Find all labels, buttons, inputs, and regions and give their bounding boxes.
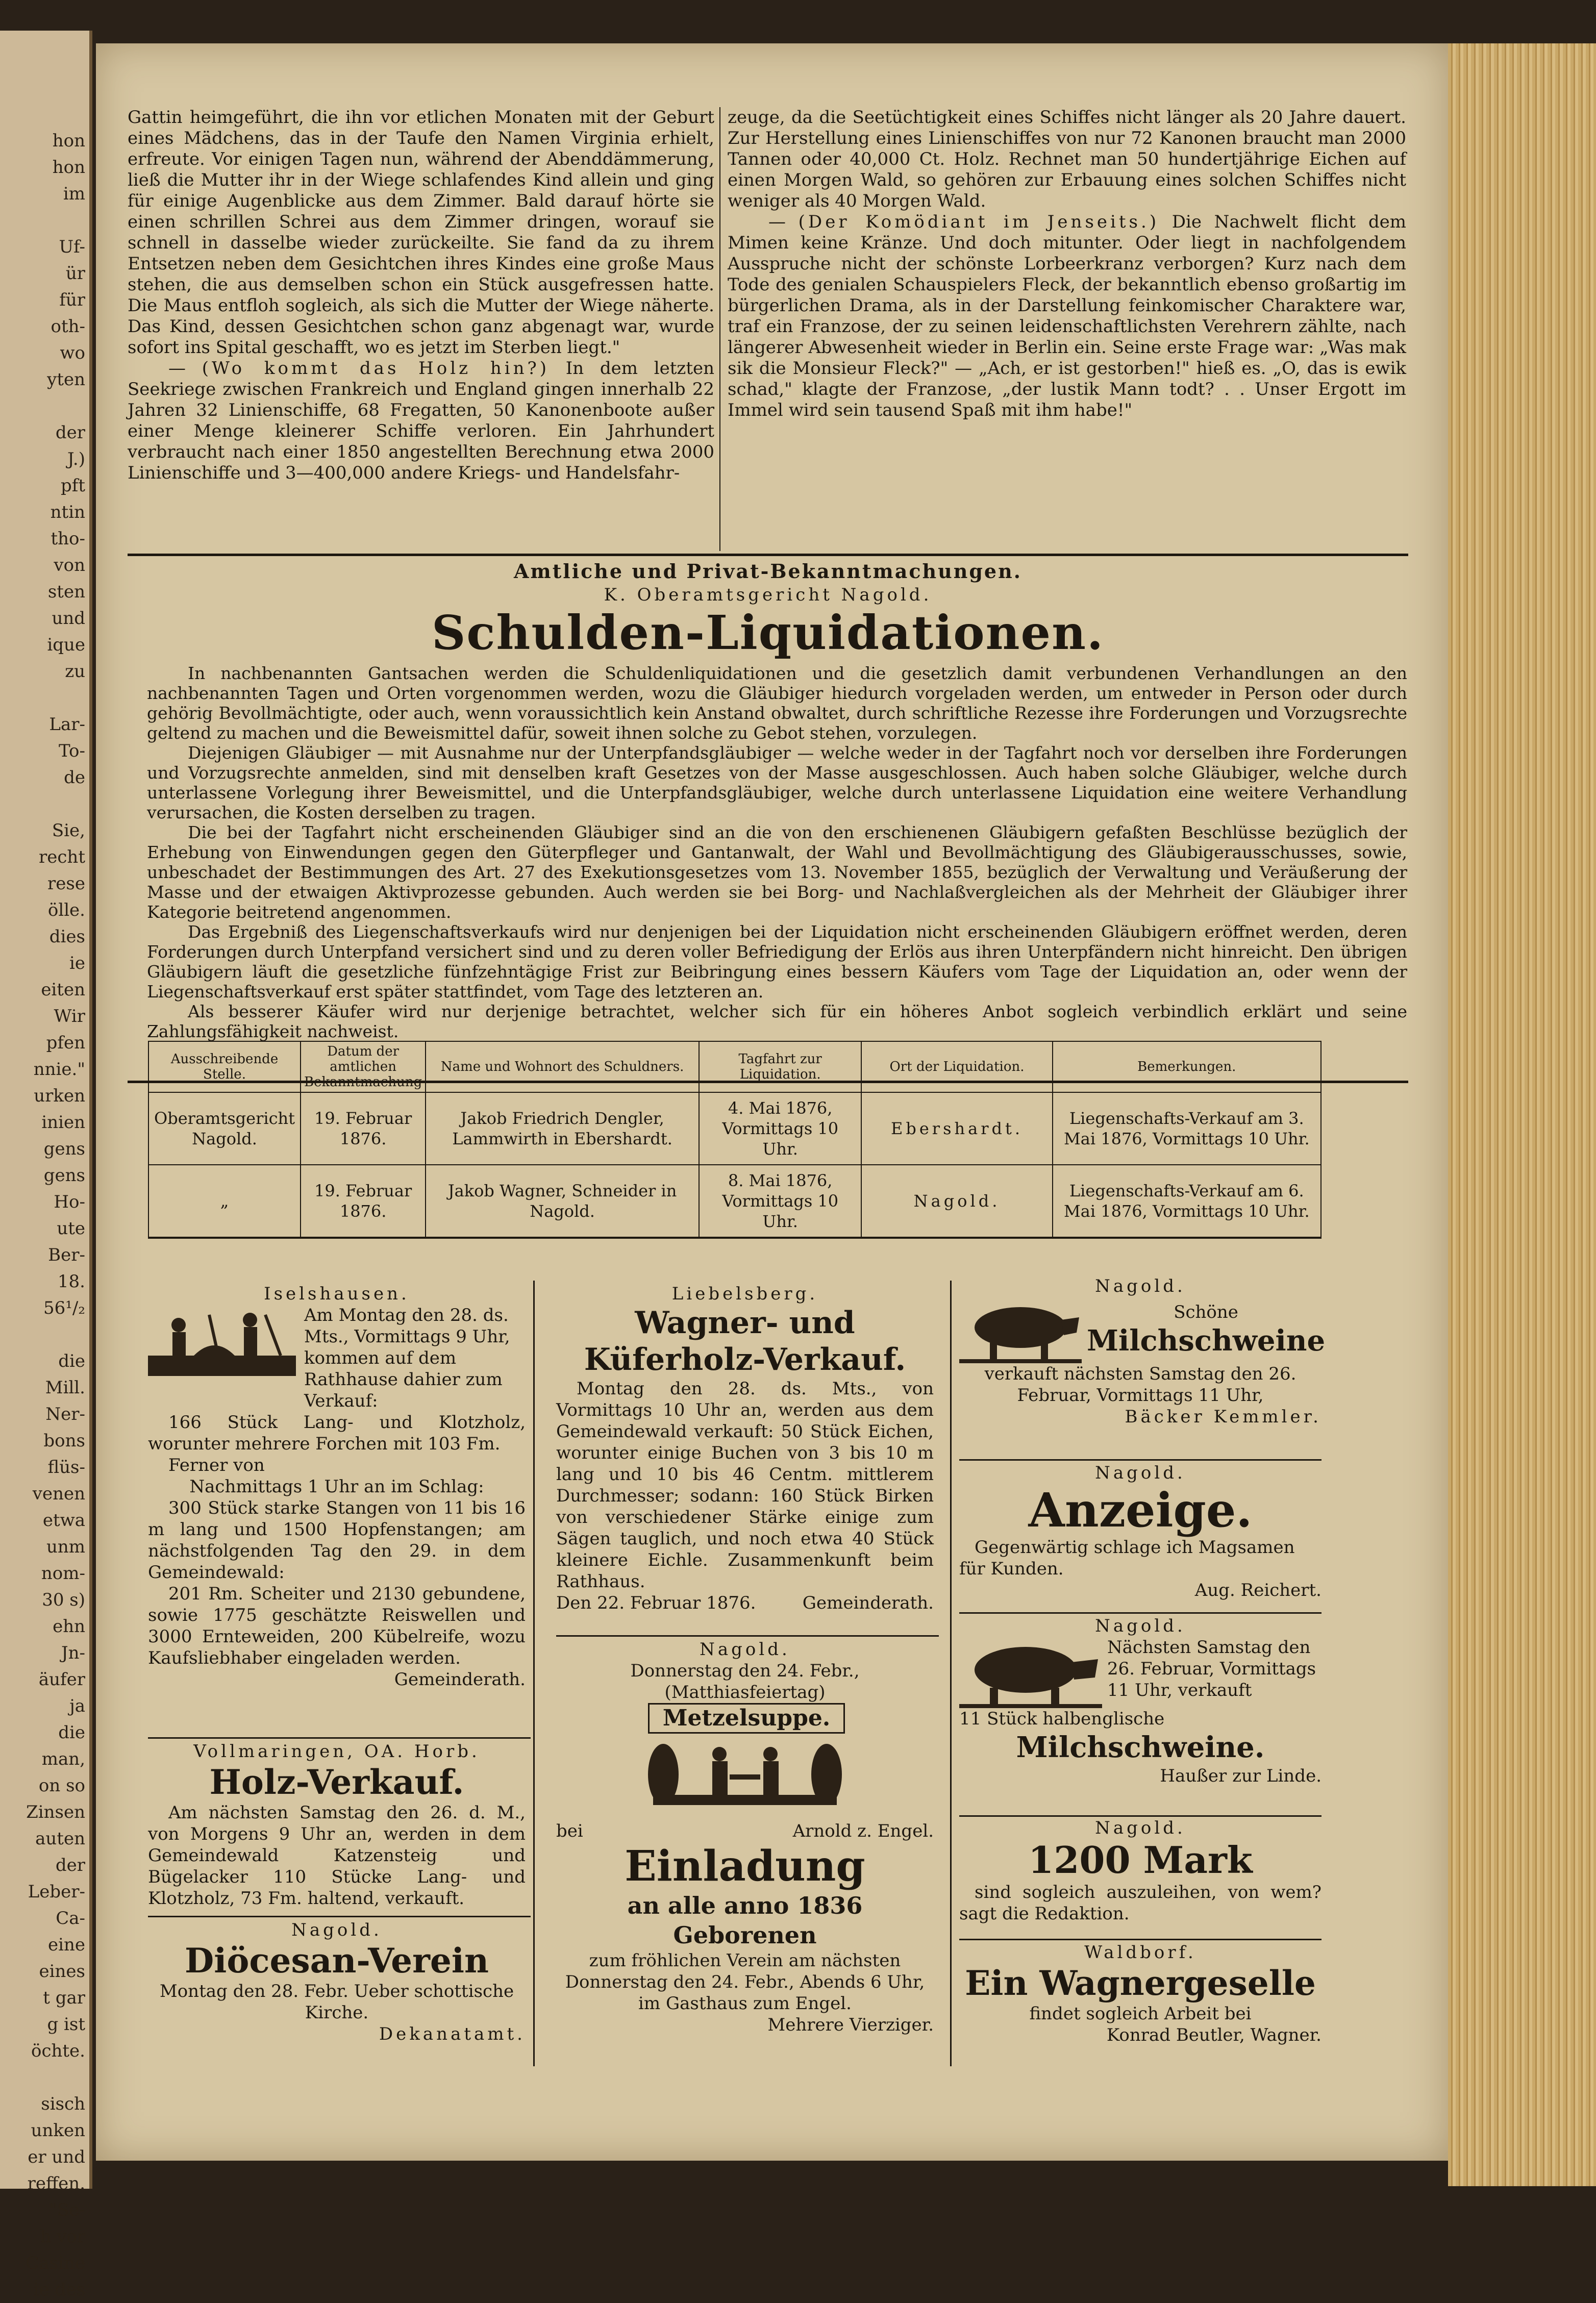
left-margin-fragment: zu: [65, 661, 85, 682]
table-header: Ausschreibende Stelle.: [148, 1041, 301, 1092]
left-margin-fragment: und: [52, 608, 85, 629]
left-margin-fragment: wo: [60, 343, 85, 363]
ad-1200-mark: [959, 1817, 1321, 1924]
left-margin-fragment: gens: [43, 1165, 85, 1186]
ad-signature: Konrad Beutler, Wagner.: [1106, 2025, 1321, 2045]
table-cell: Liegenschafts-Verkauf am 6. Mai 1876, Vormittags 10 Uhr.: [1053, 1165, 1321, 1238]
ad-rule: [959, 1459, 1321, 1461]
left-margin-fragment: der: [55, 1855, 85, 1875]
ad-signature: Dekanatamt.: [379, 2024, 526, 2044]
ad-date: Donnerstag den 24. Febr.,: [630, 1661, 860, 1681]
left-margin-fragment: man,: [41, 1749, 85, 1769]
left-margin-fragment: nom-: [41, 1563, 85, 1584]
left-margin-fragment: Uf-: [59, 237, 85, 257]
ad-metzelsuppe: [556, 1639, 934, 2036]
left-margin-fragment: Jn-: [61, 1643, 85, 1663]
left-margin-fragment: de: [64, 767, 85, 788]
left-margin-fragment: eines: [39, 1961, 85, 1982]
left-margin-fragment: Ca-: [56, 1908, 85, 1929]
table-header: Datum der amtlichen Bekanntmachung: [301, 1041, 426, 1092]
left-margin-fragment: für: [59, 290, 85, 310]
holz-heading: (Wo kommt das Holz hin?): [202, 358, 550, 379]
table-cell: Oberamtsgericht Nagold.: [148, 1092, 301, 1165]
book-page-edge: [1448, 43, 1596, 2186]
left-margin-fragment: hon: [52, 131, 85, 151]
left-margin-fragment: Lar-: [49, 714, 85, 735]
left-margin-fragment: 18.: [57, 1271, 85, 1292]
left-margin-fragment: ntin: [50, 502, 85, 522]
left-margin-fragment: die: [58, 1722, 85, 1743]
left-margin-fragment: pfen: [46, 1033, 85, 1053]
left-margin-fragment: pft: [60, 475, 85, 496]
court-name: K. Oberamtsgericht Nagold.: [604, 585, 932, 605]
ad-text: Montag den 28. ds. Mts., von Vormittags 10 Uhr an, werden aus dem Gemeindewald verkauft: 50 Stück Eichen, worunter einige Buchen von 3 bis 10 m lang und 10 bis 46 Centm. mittlerem Durchmesser; sodann: 160 Stück Birken von verschiedener Stärke einige zum Sägen tauglich, und noch etwa 40 Stück kleinere Eichle. Zusammenkunft beim Rathhaus.: [556, 1379, 934, 1592]
section-rule: [128, 554, 1408, 556]
ad-place: Vollmaringen, OA. Horb.: [193, 1741, 480, 1762]
liquidation-text: [147, 663, 1407, 1041]
left-margin-fragment: Sie,: [52, 820, 85, 841]
liquidation-paragraph: In nachbenannten Gantsachen werden die Schuldenliquidationen und die gesetzlich damit verbundenen Verhandlungen an den nachbenannten Tagen und Orten vorgenommen werden, wozu die Gläubiger hiedurch vorgeladen werden, um entweder in Person oder durch gehörig Bevollmächtigte, oder auch, wenn voraussichtlich kein Anstand obwaltet, durch schriftliche Rezesse ihre Forderungen und Vorzugsrechte geltend zu machen und die Beweismittel dafür, soweit ihnen solche zu Gebot stehen, vorzulegen.: [147, 663, 1407, 743]
ad-place: Iselshausen.: [264, 1284, 410, 1304]
farmers-woodcut-icon: [148, 1305, 296, 1381]
table-row: [148, 1165, 1321, 1238]
left-margin-fragment: [4, 2064, 85, 2091]
left-margin-fragment: reffen.: [27, 2173, 85, 2194]
ad-column-divider: [533, 1281, 535, 2066]
liquidation-paragraph: Als besserer Käufer wird nur derjenige betrachtet, welcher sich für ein höheres Anbot sogleich verbindlich erklärt und seine Zahlungsfähigkeit nachweist.: [147, 1002, 1407, 1041]
left-margin-fragment: Casine: [26, 2253, 85, 2273]
left-margin-fragment: To-: [59, 741, 85, 761]
ad-signature: Bäcker Kemmler.: [1125, 1407, 1321, 1427]
ad-text: Nächsten Samstag den 26. Februar, Vormittags 11 Uhr, verkauft: [1107, 1637, 1316, 1700]
left-margin-fragment: h vor: [40, 2226, 85, 2247]
komoediant-heading: (Der Komödiant im Jenseits.): [798, 212, 1160, 232]
ad-rule: [148, 1916, 531, 1917]
left-margin-fragment: [4, 791, 85, 817]
ad-rule: [148, 1737, 531, 1739]
top-left-text: Gattin heimgeführt, die ihn vor etlichen Monaten mit der Geburt eines Mädchens, das in der Taufe den Namen Virginia erhielt, erfreute. Vor einigen Tagen nun, während der Abenddämmerung, ließ die Mutter ihr in der Wiege schlafendes Kind allein und ging für einige Augenblicke aus dem Zimmer. Bald darauf hörte sie einen schrillen Schrei aus dem Zimmer dringen, worauf sie schnell in dasselbe wieder zurückeilte. Sie fand da zu ihrem Entsetzen neben dem Gesichtchen ihres Kindes eine große Maus stehen, die aus demselben schon ein Stück ausgefressen hatte. Die Maus entfloh sogleich, als sich die Mutter der Wiege näherte. Das Kind, dessen Gesichtchen schon ganz abgenagt war, wurde sofort ins Spital geschafft, wo es jetzt im Sterben liegt.": [128, 107, 714, 358]
left-margin-fragment: eine: [47, 1935, 85, 1955]
ad-text: Montag den 28. Febr. Ueber schottische Kirche.: [159, 1981, 514, 2023]
ad-items: 166 Stück Lang- und Klotzholz, worunter mehrere Forchen mit 103 Fm.: [148, 1412, 526, 1454]
table-cell: Jakob Friedrich Dengler, Lammwirth in Ebershardt.: [426, 1092, 699, 1165]
table-cell: 4. Mai 1876, Vormittags 10 Uhr.: [699, 1092, 862, 1165]
holz-text: In dem letzten Seekriege zwischen Frankreich und England gingen innerhalb 22 Jahren 32 Linienschiffe, 68 Fregatten, 50 Kanonenboote außer einer Menge kleinerer Schiffe verloren. Ein Jahrhundert verbraucht nach einer 1850 angestellten Berechnung etwa 2000 Linienschiffe und 3—400,000 andere Kriegs- und Handelsfahr-: [128, 358, 715, 483]
left-margin-fragment: ute: [57, 1218, 85, 1239]
left-margin-fragment: [4, 1321, 85, 1348]
ad-title: Milchschweine.: [1016, 1731, 1265, 1764]
pig-woodcut-icon: [959, 1637, 1102, 1708]
liquidation-title: Schulden-Liquidationen.: [431, 605, 1104, 660]
ad-rule: [959, 1939, 1321, 1940]
liquidation-paragraph: Die bei der Tagfahrt nicht erscheinenden Gläubiger sind an die von den erschienenen Gläubigern gefaßten Beschlüsse bezüglich der Erhebung von Einwendungen gegen den Güterpfleger und Gantanwalt, der Wahl und Bevollmächtigung des Gläubigerausschusses, sowie, unbeschadet der Bestimmungen des Art. 27 des Exekutionsgesetzes vom 13. November 1855, bezüglich der Verwaltung und Veräußerung der Masse und der etwaigen Aktivprozesse gebunden. Auch werden sie bei Borg- und Nachlaßvergleichen als der Mehrheit der Gläubiger ihrer Kategorie beitretend angenommen.: [147, 822, 1407, 922]
left-margin-fragment: ehn: [53, 1616, 85, 1637]
left-margin-fragment: Mill.: [45, 1378, 85, 1398]
ad-feiertag: (Matthiasfeiertag): [664, 1682, 826, 1703]
left-margin-fragment: inien: [41, 1112, 85, 1133]
ad-place: Nagold.: [291, 1920, 382, 1940]
ad-title: Ein Wagnergeselle: [965, 1963, 1316, 2003]
ad-anzeige: [959, 1462, 1321, 1601]
left-margin-fragment: Ho-: [54, 1192, 85, 1212]
ad-dioecesan-verein: [148, 1919, 526, 2045]
left-margin-fragment: sisch: [41, 2094, 85, 2114]
ad-place: Nagold.: [700, 1639, 790, 1660]
liquidation-paragraph: Das Ergebniß des Liegenschaftsverkaufs wird nur denjenigen bei der Liquidation nicht erscheinenden Gläubigern eröffnet werden, deren Forderungen durch Unterpfand versichert sind und zu deren voller Befriedigung der Erlös aus ihren Unterpfändern nicht hinreicht. Den übrigen Gläubigern läuft die gesetzliche fünfzehntägige Frist zur Beibringung eines bessern Käufers vom Tage der Liquidation an, oder wenn der Liegenschaftsverkauf erst später stattfindet, vom Tage des letzteren an.: [147, 922, 1407, 1002]
top-left-column: Gattin heimgeführt, die ihn vor etlichen Monaten mit der Geburt eines Mädchens, das in der Taufe den Namen Virginia erhielt, erfreute. Vor einigen Tagen nun, während der Abenddämmerung, ließ die Mutter ihr in der Wiege schlafendes Kind allein und ging für einige Augenblicke aus dem Zimmer. Bald darauf hörte sie einen schrillen Schrei aus dem Zimmer dringen, worauf sie schnell in dasselbe wieder zurückeilte. Sie fand da zu ihrem Entsetzen neben dem Gesichtchen ihres Kindes eine große Maus stehen, die aus demselben schon ein Stück ausgefressen hatte. Die Maus entfloh sogleich, als sich die Mutter der Wiege näherte. Das Kind, dessen Gesichtchen schon ganz abgenagt war, wurde sofort ins Spital geschafft, wo es jetzt im Sterben liegt." — (Wo kommt das Holz hin?) In dem letzten Seekriege zwischen Frankreich und England gingen innerhalb 22 Jahren 32 Linienschiffe, 68 Fregatten, 50 Kanonenboote außer einer Menge kleinerer Schiffe verloren. Ein Jahrhundert verbraucht nach einer 1850 angestellten Berechnung etwa 2000 Linienschiffe und 3—400,000 andere Kriegs- und Handelsfahr-: [128, 107, 715, 483]
left-margin-fragment: bons: [43, 1431, 85, 1451]
ad-text: Gegenwärtig schlage ich Magsamen für Kunden.: [959, 1537, 1295, 1579]
ad-place: Waldborf.: [1084, 1942, 1196, 1963]
top-right-column: zeuge, da die Seetüchtigkeit eines Schiffes nicht länger als 20 Jahre dauert. Zur Herstellung eines Linienschiffes von nur 72 Kanonen braucht man 2000 Tannen oder 40,000 Ct. Holz. Rechnet man 50 hundertjährige Eichen auf einen Morgen Wald, so gehören zur Erbauung eines solchen Schiffes nicht weniger als 40 Morgen Wald. — (Der Komödiant im Jenseits.) Die Nachwelt flicht dem Mimen keine Kränze. Und doch mitunter. Oder liegt in nachfolgendem Ausspruche nicht der schönste Lorbeerkranz verborgen? Kurz nach dem Tode des genialen Schauspielers Fleck, der bekanntlich ebenso großartig im bürgerlichen Drama, als in der Darstellung feinkomischer Charaktere war, traf ein Franzose, der zu seinen leidenschaftlichsten Verehrern zählte, nach längerer Abwesenheit wieder in Berlin ein. Seine erste Frage war: „Was mak sik die Monsieur Fleck?" — „Ach, er ist gestorben!" hieß es. „O, das is ewik schad," klagte der Franzose, „der lustik Mann todt? . . Unser Ergott im Immel wird sein tausend Spaß mit ihm habe!": [728, 107, 1407, 420]
ad-milchschweine-kemmler: [959, 1275, 1326, 1428]
ad-text: sind sogleich auszuleihen, von wem? sagt die Redaktion.: [959, 1882, 1321, 1924]
ad-bei: bei: [556, 1821, 583, 1841]
ad-host: Arnold z. Engel.: [792, 1821, 934, 1841]
table-cell: Ebershardt.: [861, 1092, 1052, 1165]
table-header: Bemerkungen.: [1053, 1041, 1321, 1092]
left-margin-fragment: eiten: [41, 980, 85, 1000]
komoediant-text: Die Nachwelt flicht dem Mimen keine Kränze. Und doch mitunter. Oder liegt in nachfolgendem Ausspruche nicht der schönste Lorbeerkranz verborgen? Kurz nach dem Tode des genialen Schauspielers Fleck, der bekanntlich ebenso großartig im bürgerlichen Drama, als in der Darstellung feinkomischer Charaktere war, traf ein Franzose, der zu seinen leidenschaftlichsten Verehrern zählte, nach längerer Abwesenheit wieder in Berlin ein. Seine erste Frage war: „Was mak sik die Monsieur Fleck?" — „Ach, er ist gestorben!" hieß es. „O, das is ewik schad," klagte der Franzose, „der lustik Mann todt? . . Unser Ergott im Immel wird sein tausend Spaß mit ihm habe!": [728, 212, 1407, 420]
liquidation-paragraph: Diejenigen Gläubiger — mit Ausnahme nur der Unterpfandsgläubiger — welche weder in der Tagfahrt noch vor derselben ihre Forderungen und Vorzugsrechte anmelden, sind mit denselben kraft Gesetzes von der Masse ausgeschlossen. Auch haben solche Gläubiger, welche durch unterlassene Vorlegung ihrer Beweismittel, und die Unterpfandsgläubiger, welche durch unterlassene Liquidation eine weitere Verhandlung verursachen, die Kosten derselben zu tragen.: [147, 743, 1407, 822]
ad-wagnergeselle: [959, 1942, 1321, 2046]
left-margin-fragment: hon: [52, 157, 85, 178]
table-header: Tagfahrt zur Liquidation.: [699, 1041, 862, 1092]
left-margin-fragment: ie: [69, 953, 85, 973]
ad-title: Holz-Verkauf.: [209, 1762, 464, 1802]
table-cell: Jakob Wagner, Schneider in Nagold.: [426, 1165, 699, 1238]
table-header: Ort der Liquidation.: [861, 1041, 1052, 1092]
table-header-row: [148, 1041, 1321, 1092]
left-margin-fragment: ja: [69, 1696, 85, 1716]
ad-title: Diöcesan-Verein: [185, 1941, 489, 1981]
left-margin-fragment: etwa: [42, 1510, 85, 1531]
left-margin-fragment: [4, 393, 85, 419]
left-margin-fragment: ie des: [33, 2280, 85, 2300]
left-margin-fragment: ür: [65, 263, 85, 284]
ad-ferner: Ferner von: [168, 1455, 265, 1475]
ad-intro: Am Montag den 28. ds. Mts., Vormittags 9 Uhr, kommen auf dem Rathhause dahier zum Verkauf:: [304, 1305, 510, 1411]
left-margin-fragment: unken: [31, 2120, 85, 2141]
einladung-signature: Mehrere Vierziger.: [767, 2015, 934, 2035]
left-margin-fragment: äufer: [38, 1669, 85, 1690]
left-margin-fragment: 56¹/₂: [43, 1298, 85, 1318]
left-margin-fragment: Zinsen: [26, 1802, 85, 1822]
table-cell: „: [148, 1165, 301, 1238]
left-margin-fragment: oth-: [51, 316, 85, 337]
left-margin-fragment: urken: [34, 1086, 85, 1106]
left-margin-fragment: [4, 207, 85, 234]
left-margin-fragment: J.): [67, 449, 85, 469]
left-margin-fragment: recht: [39, 847, 85, 867]
left-margin-fragment: öchte.: [31, 2041, 85, 2061]
table-cell: Nagold.: [861, 1165, 1052, 1238]
einladung-text: zum fröhlichen Verein am nächsten Donnerstag den 24. Febr., Abends 6 Uhr, im Gasthaus zum Engel.: [565, 1950, 925, 2014]
left-margin-fragment: rese: [47, 873, 85, 894]
top-right-text: zeuge, da die Seetüchtigkeit eines Schiffes nicht länger als 20 Jahre dauert. Zur Herstellung eines Linienschiffes von nur 72 Kanonen braucht man 2000 Tannen oder 40,000 Ct. Holz. Rechnet man 50 hundertjährige Eichen auf einen Morgen Wald, so gehören zur Erbauung eines solchen Schiffes nicht weniger als 40 Morgen Wald.: [728, 107, 1406, 211]
left-margin-fragment: im: [63, 184, 85, 204]
ad-nachmittags: Nachmittags 1 Uhr an im Schlag:: [189, 1476, 484, 1497]
einladung-title: Einladung: [625, 1842, 865, 1891]
left-margin-fragment: 30 s): [42, 1590, 85, 1610]
ad-vollmaringen: [148, 1741, 526, 1909]
ad-title: Wagner- und Küferholz-Verkauf.: [584, 1305, 906, 1378]
left-margin-fragment: er und: [28, 2147, 85, 2167]
ad-signature: Aug. Reichert.: [1194, 1580, 1321, 1600]
column-divider: [719, 107, 720, 551]
left-facing-page: [0, 31, 92, 2300]
left-margin-fragment: ique: [47, 635, 85, 655]
left-margin-fragment: sten: [47, 582, 85, 602]
left-margin-fragment: tho-: [51, 529, 85, 549]
left-margin-fragment: der: [55, 422, 85, 443]
pig-woodcut-icon: [959, 1297, 1082, 1363]
ad-iselshausen: [148, 1283, 526, 1690]
ad-milchschweine-hausser: [959, 1615, 1321, 1787]
ad-place: Nagold.: [1095, 1818, 1186, 1838]
ad-rule: [959, 1612, 1321, 1614]
ad-text: findet sogleich Arbeit bei: [1029, 2004, 1252, 2024]
left-margin-fragment: yten: [47, 369, 85, 390]
table-cell: 19. Februar 1876.: [301, 1165, 426, 1238]
left-margin-fragment: ölle.: [47, 900, 85, 920]
ad-text: verkauft nächsten Samstag den 26. Februar, Vormittags 11 Uhr,: [984, 1364, 1296, 1406]
table-row: [148, 1092, 1321, 1165]
section-header: Amtliche und Privat-Bekanntmachungen.: [514, 560, 1022, 583]
einladung-subtitle: an alle anno 1836 Geborenen: [627, 1892, 863, 1949]
left-margin-fragment: t gar: [43, 1988, 85, 2008]
ad-place: Nagold.: [1095, 1276, 1186, 1296]
left-margin-fragment: "Se-: [49, 2200, 85, 2220]
ad-signature: Gemeinderath.: [394, 1669, 526, 1690]
left-margin-fragment: nnie.": [33, 1059, 85, 1080]
ad-scheiter: 201 Rm. Scheiter und 2130 gebundene, sowie 1775 geschätzte Reiswellen und 3000 Ernteweiden, 200 Kübelreife, wozu Kaufsliebhaber eingeladen werden.: [148, 1584, 526, 1668]
left-margin-fragment: g ist: [47, 2014, 85, 2035]
ad-title: Milchschweine: [1087, 1324, 1326, 1358]
ad-liebelsberg: [556, 1283, 934, 1614]
left-margin-fragment: Wir: [54, 1006, 85, 1027]
table-cell: Liegenschafts-Verkauf am 3. Mai 1876, Vormittags 10 Uhr.: [1053, 1092, 1321, 1165]
ad-column-divider: [950, 1281, 952, 2066]
metzelsuppe-sign: Metzelsuppe.: [648, 1703, 845, 1734]
ad-text: Am nächsten Samstag den 26. d. M., von Morgens 9 Uhr an, werden in dem Gemeindewald Katzensteig und Bügelacker 110 Stücke Lang- und Klotzholz, 73 Fm. haltend, verkauft.: [148, 1803, 526, 1909]
left-margin-fragment: venen: [32, 1484, 85, 1504]
left-margin-fragment: von: [54, 555, 85, 575]
left-margin-fragment: Leber-: [28, 1882, 85, 1902]
ad-rule: [556, 1635, 939, 1637]
ad-stangen: 300 Stück starke Stangen von 11 bis 16 m lang und 1500 Hopfenstangen; am nächstfolgenden Tag den 29. in dem Gemeindewald:: [148, 1498, 526, 1583]
table-cell: 8. Mai 1876, Vormittags 10 Uhr.: [699, 1165, 862, 1238]
ad-pre: Schöne: [1174, 1302, 1238, 1322]
ad-title: 1200 Mark: [1028, 1838, 1253, 1882]
tavern-woodcut-icon: [643, 1734, 847, 1820]
left-margin-fragment: flüs-: [47, 1457, 85, 1478]
left-margin-fragment: gens: [43, 1139, 85, 1159]
left-margin-fragment: Ber-: [48, 1245, 85, 1265]
ad-count: 11 Stück halbenglische: [959, 1709, 1165, 1729]
ad-title: Anzeige.: [1028, 1483, 1253, 1538]
ad-place: Nagold.: [1095, 1616, 1186, 1636]
table-cell: 19. Februar 1876.: [301, 1092, 426, 1165]
ad-signature: Gemeinderath.: [802, 1593, 934, 1613]
ad-rule: [959, 1815, 1321, 1817]
left-margin-fragment: Ner-: [45, 1404, 85, 1424]
ad-date: Den 22. Februar 1876.: [556, 1593, 756, 1613]
liquidation-table: [148, 1041, 1321, 1239]
left-margin-fragments: [4, 128, 85, 2303]
left-margin-fragment: die: [58, 1351, 85, 1371]
left-margin-fragment: on so: [38, 1775, 85, 1796]
left-margin-fragment: dies: [49, 927, 85, 947]
ad-place: Liebelsberg.: [671, 1284, 818, 1304]
left-margin-fragment: auten: [35, 1829, 85, 1849]
table-header: Name und Wohnort des Schuldners.: [426, 1041, 699, 1092]
left-margin-fragment: unm: [46, 1537, 85, 1557]
ad-signature: Haußer zur Linde.: [1160, 1766, 1321, 1786]
ad-place: Nagold.: [1095, 1463, 1186, 1483]
left-margin-fragment: [4, 685, 85, 711]
